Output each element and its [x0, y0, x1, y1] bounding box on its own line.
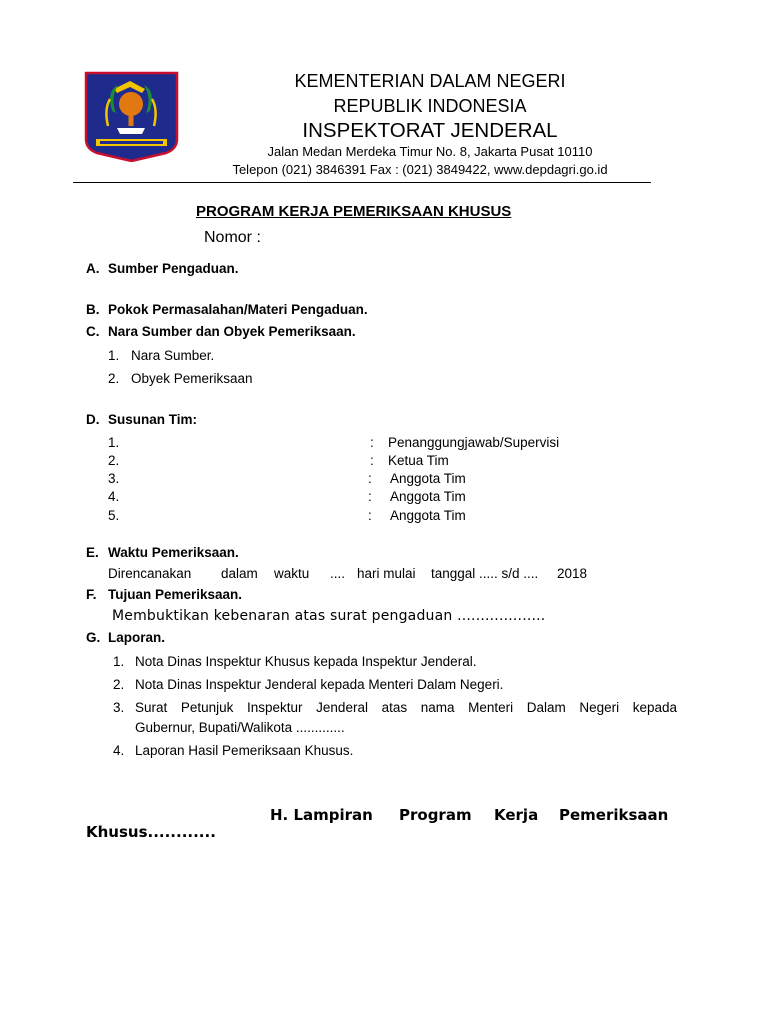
list-item: Obyek Pemeriksaan	[131, 371, 253, 386]
office-address: Jalan Medan Merdeka Timur No. 8, Jakarta Pusat 10110	[267, 144, 593, 159]
team-row-colon: :	[368, 508, 372, 523]
ministry-name: KEMENTERIAN DALAM NEGERI	[294, 71, 566, 91]
schedule-word: tanggal ..... s/d ....	[431, 566, 539, 581]
list-item: Nota Dinas Inspektur Jenderal kepada Menteri Dalam Negeri.	[135, 677, 504, 692]
section-d-marker: D.	[86, 412, 100, 427]
section-h-word: Program	[399, 806, 472, 824]
schedule-word: waktu	[274, 566, 310, 581]
document-number-label: Nomor :	[204, 229, 261, 246]
section-e-marker: E.	[86, 545, 99, 560]
schedule-word: hari mulai	[357, 566, 416, 581]
list-item: Nota Dinas Inspektur Khusus kepada Inspektur Jenderal.	[135, 654, 477, 669]
list-item-number: 1.	[108, 348, 120, 363]
section-g-title: Laporan.	[108, 630, 166, 645]
team-row-role: Anggota Tim	[390, 489, 466, 504]
section-h-word: H. Lampiran	[270, 806, 373, 824]
list-item: Laporan Hasil Pemeriksaan Khusus.	[135, 743, 354, 758]
section-a-title: Sumber Pengaduan.	[108, 261, 239, 276]
schedule-word: ....	[330, 566, 346, 581]
office-contact: Telepon (021) 3846391 Fax : (021) 3849422, www.depdagri.go.id	[232, 162, 608, 177]
team-row-colon: :	[370, 435, 374, 450]
team-row-number: 3.	[108, 471, 120, 486]
section-a-marker: A.	[86, 261, 100, 276]
list-item: Nara Sumber.	[131, 348, 215, 363]
schedule-word: Direncanakan	[108, 566, 192, 581]
list-item-number: 1.	[113, 654, 125, 669]
schedule-year: 2018	[557, 566, 588, 581]
team-row-role: Ketua Tim	[388, 453, 449, 468]
team-row-number: 4.	[108, 489, 120, 504]
garuda-emblem-icon	[84, 71, 179, 162]
purpose-text: Membuktikan kebenaran atas surat pengaduan ...................	[112, 608, 546, 624]
section-f-title: Tujuan Pemeriksaan.	[108, 587, 243, 602]
team-row-colon: :	[368, 471, 372, 486]
list-item-continuation: Gubernur, Bupati/Walikota .............	[135, 720, 345, 735]
section-b-title: Pokok Permasalahan/Materi Pengaduan.	[108, 302, 368, 317]
document-title: PROGRAM KERJA PEMERIKSAAN KHUSUS	[196, 203, 512, 220]
section-h-word: Pemeriksaan	[559, 806, 669, 824]
list-item-number: 3.	[113, 700, 125, 715]
section-f-marker: F.	[86, 587, 97, 602]
section-h-word: Kerja	[494, 806, 539, 824]
section-c-title: Nara Sumber dan Obyek Pemeriksaan.	[108, 324, 356, 339]
team-row-role: Penanggungjawab/Supervisi	[388, 435, 560, 450]
team-row-role: Anggota Tim	[390, 508, 466, 523]
team-row-role: Anggota Tim	[390, 471, 466, 486]
team-row-colon: :	[368, 489, 372, 504]
list-item-number: 4.	[113, 743, 125, 758]
office-name: INSPEKTORAT JENDERAL	[302, 119, 558, 142]
section-h-continuation: Khusus............	[86, 823, 216, 841]
team-row-number: 2.	[108, 453, 120, 468]
section-g-marker: G.	[86, 630, 101, 645]
header-divider	[73, 182, 651, 183]
country-name: REPUBLIK INDONESIA	[333, 96, 527, 116]
section-d-title: Susunan Tim:	[108, 412, 198, 427]
team-row-colon: :	[370, 453, 374, 468]
list-item: Surat Petunjuk Inspektur Jenderal atas nama Menteri Dalam Negeri kepada	[135, 700, 677, 715]
schedule-word: dalam	[221, 566, 258, 581]
list-item-number: 2.	[113, 677, 125, 692]
team-row-number: 1.	[108, 435, 120, 450]
section-e-title: Waktu Pemeriksaan.	[108, 545, 239, 560]
list-item-number: 2.	[108, 371, 120, 386]
section-c-marker: C.	[86, 324, 100, 339]
team-row-number: 5.	[108, 508, 120, 523]
section-b-marker: B.	[86, 302, 100, 317]
